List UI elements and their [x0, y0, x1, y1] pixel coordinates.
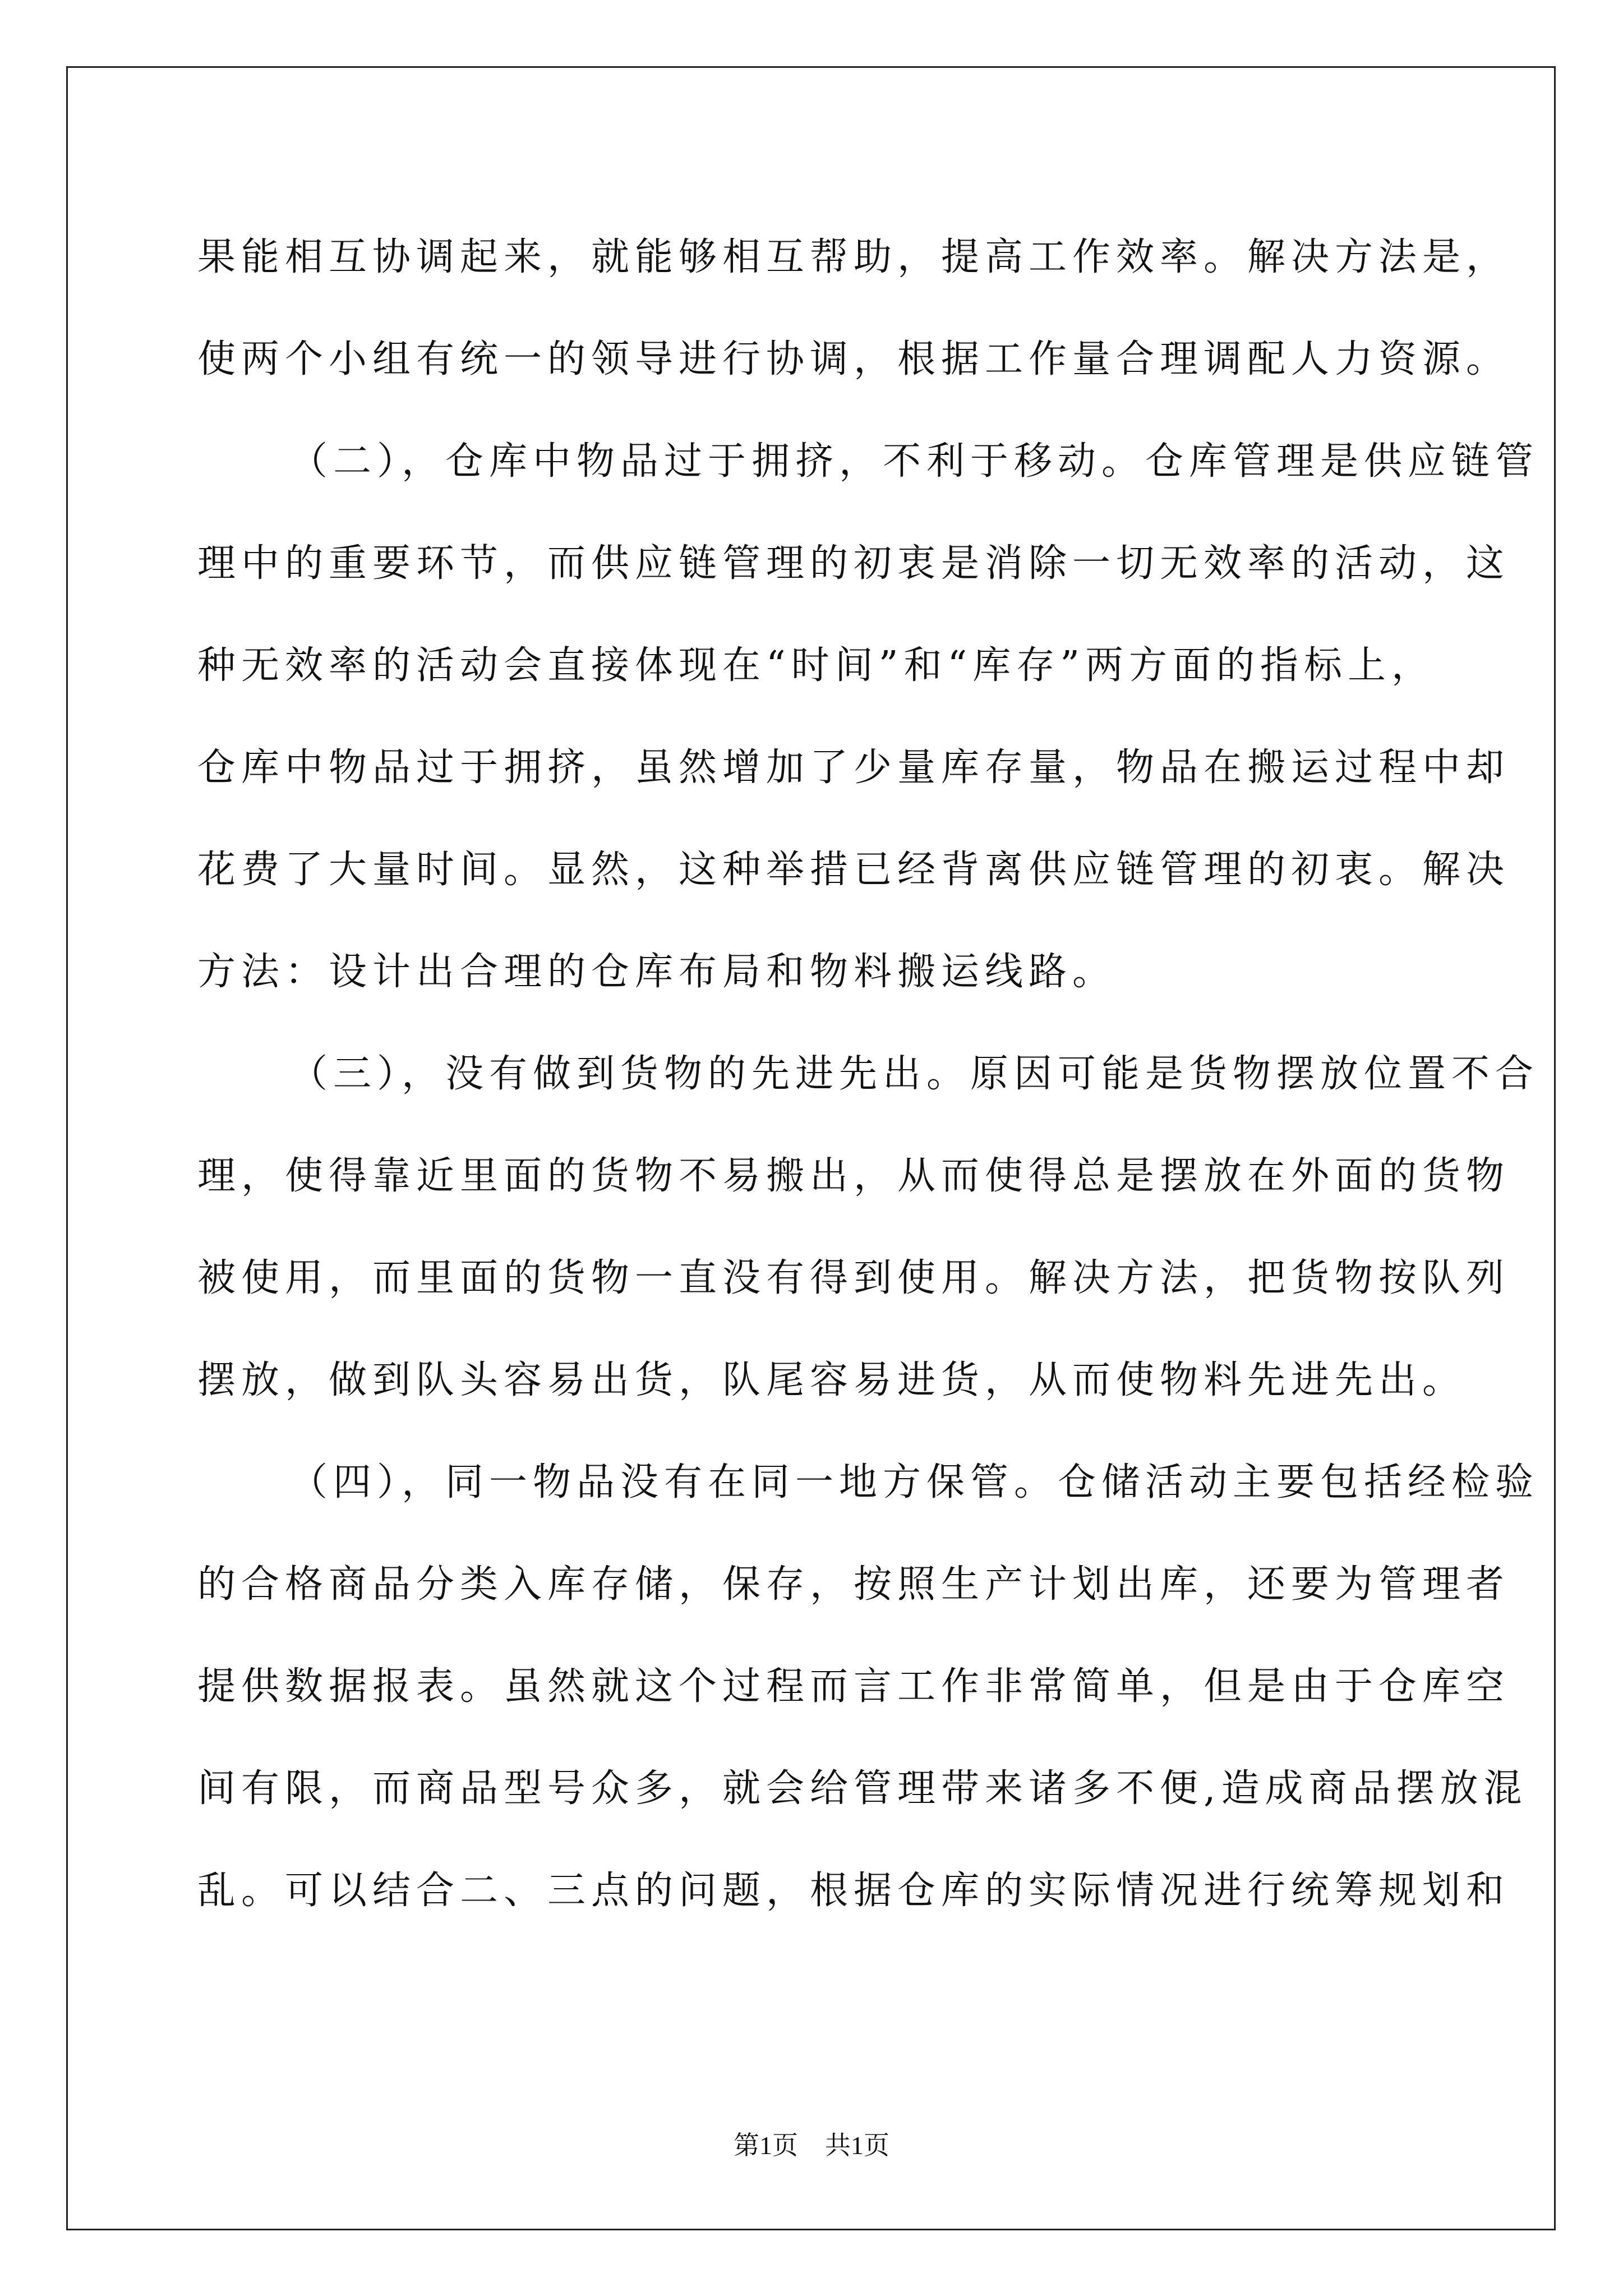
text-line: 仓库中物品过于拥挤，虽然增加了少量库存量，物品在搬运过程中却	[197, 746, 1510, 790]
paragraph-end-line: 方法：设计出合理的仓库布局和物料搬运线路。	[197, 950, 1117, 994]
paragraph-start-line: （二），仓库中物品过于拥挤，不利于移动。仓库管理是供应链管	[289, 439, 1539, 484]
text-line: 提供数据报表。虽然就这个过程而言工作非常简单，但是由于仓库空	[197, 1664, 1510, 1709]
text-line: 使两个小组有统一的领导进行协调，根据工作量合理调配人力资源。	[197, 337, 1510, 381]
text-line: 乱。可以结合二、三点的问题，根据仓库的实际情况进行统筹规划和	[197, 1869, 1510, 1913]
page-number-current: 第1页	[734, 2131, 798, 2160]
page-footer	[0, 2129, 1623, 2162]
text-line: 理，使得靠近里面的货物不易搬出，从而使得总是摆放在外面的货物	[197, 1154, 1510, 1198]
text-line: 理中的重要环节，而供应链管理的初衷是消除一切无效率的活动，这	[197, 541, 1510, 586]
paragraph-start-line: （三），没有做到货物的先进先出。原因可能是货物摆放位置不合	[289, 1052, 1539, 1096]
paragraph-start-line: （四），同一物品没有在同一地方保管。仓储活动主要包括经检验	[289, 1460, 1539, 1504]
text-line: 种无效率的活动会直接体现在“时间”和“库存”两方面的指标上，	[197, 643, 1436, 688]
text-line: 果能相互协调起来，就能够相互帮助，提高工作效率。解决方法是，	[197, 235, 1510, 279]
text-line: 被使用，而里面的货物一直没有得到使用。解决方法，把货物按队列	[197, 1256, 1510, 1300]
text-line: 间有限，而商品型号众多，就会给管理带来诸多不便,造成商品摆放混	[197, 1766, 1528, 1811]
page-number-total: 共1页	[825, 2131, 889, 2160]
document-body	[197, 206, 1539, 1942]
text-line: 的合格商品分类入库存储，保存，按照生产计划出库，还要为管理者	[197, 1562, 1510, 1607]
paragraph-end-line: 摆放，做到队头容易出货，队尾容易进货，从而使物料先进先出。	[197, 1358, 1467, 1402]
text-line: 花费了大量时间。显然，这种举措已经背离供应链管理的初衷。解决	[197, 848, 1510, 892]
